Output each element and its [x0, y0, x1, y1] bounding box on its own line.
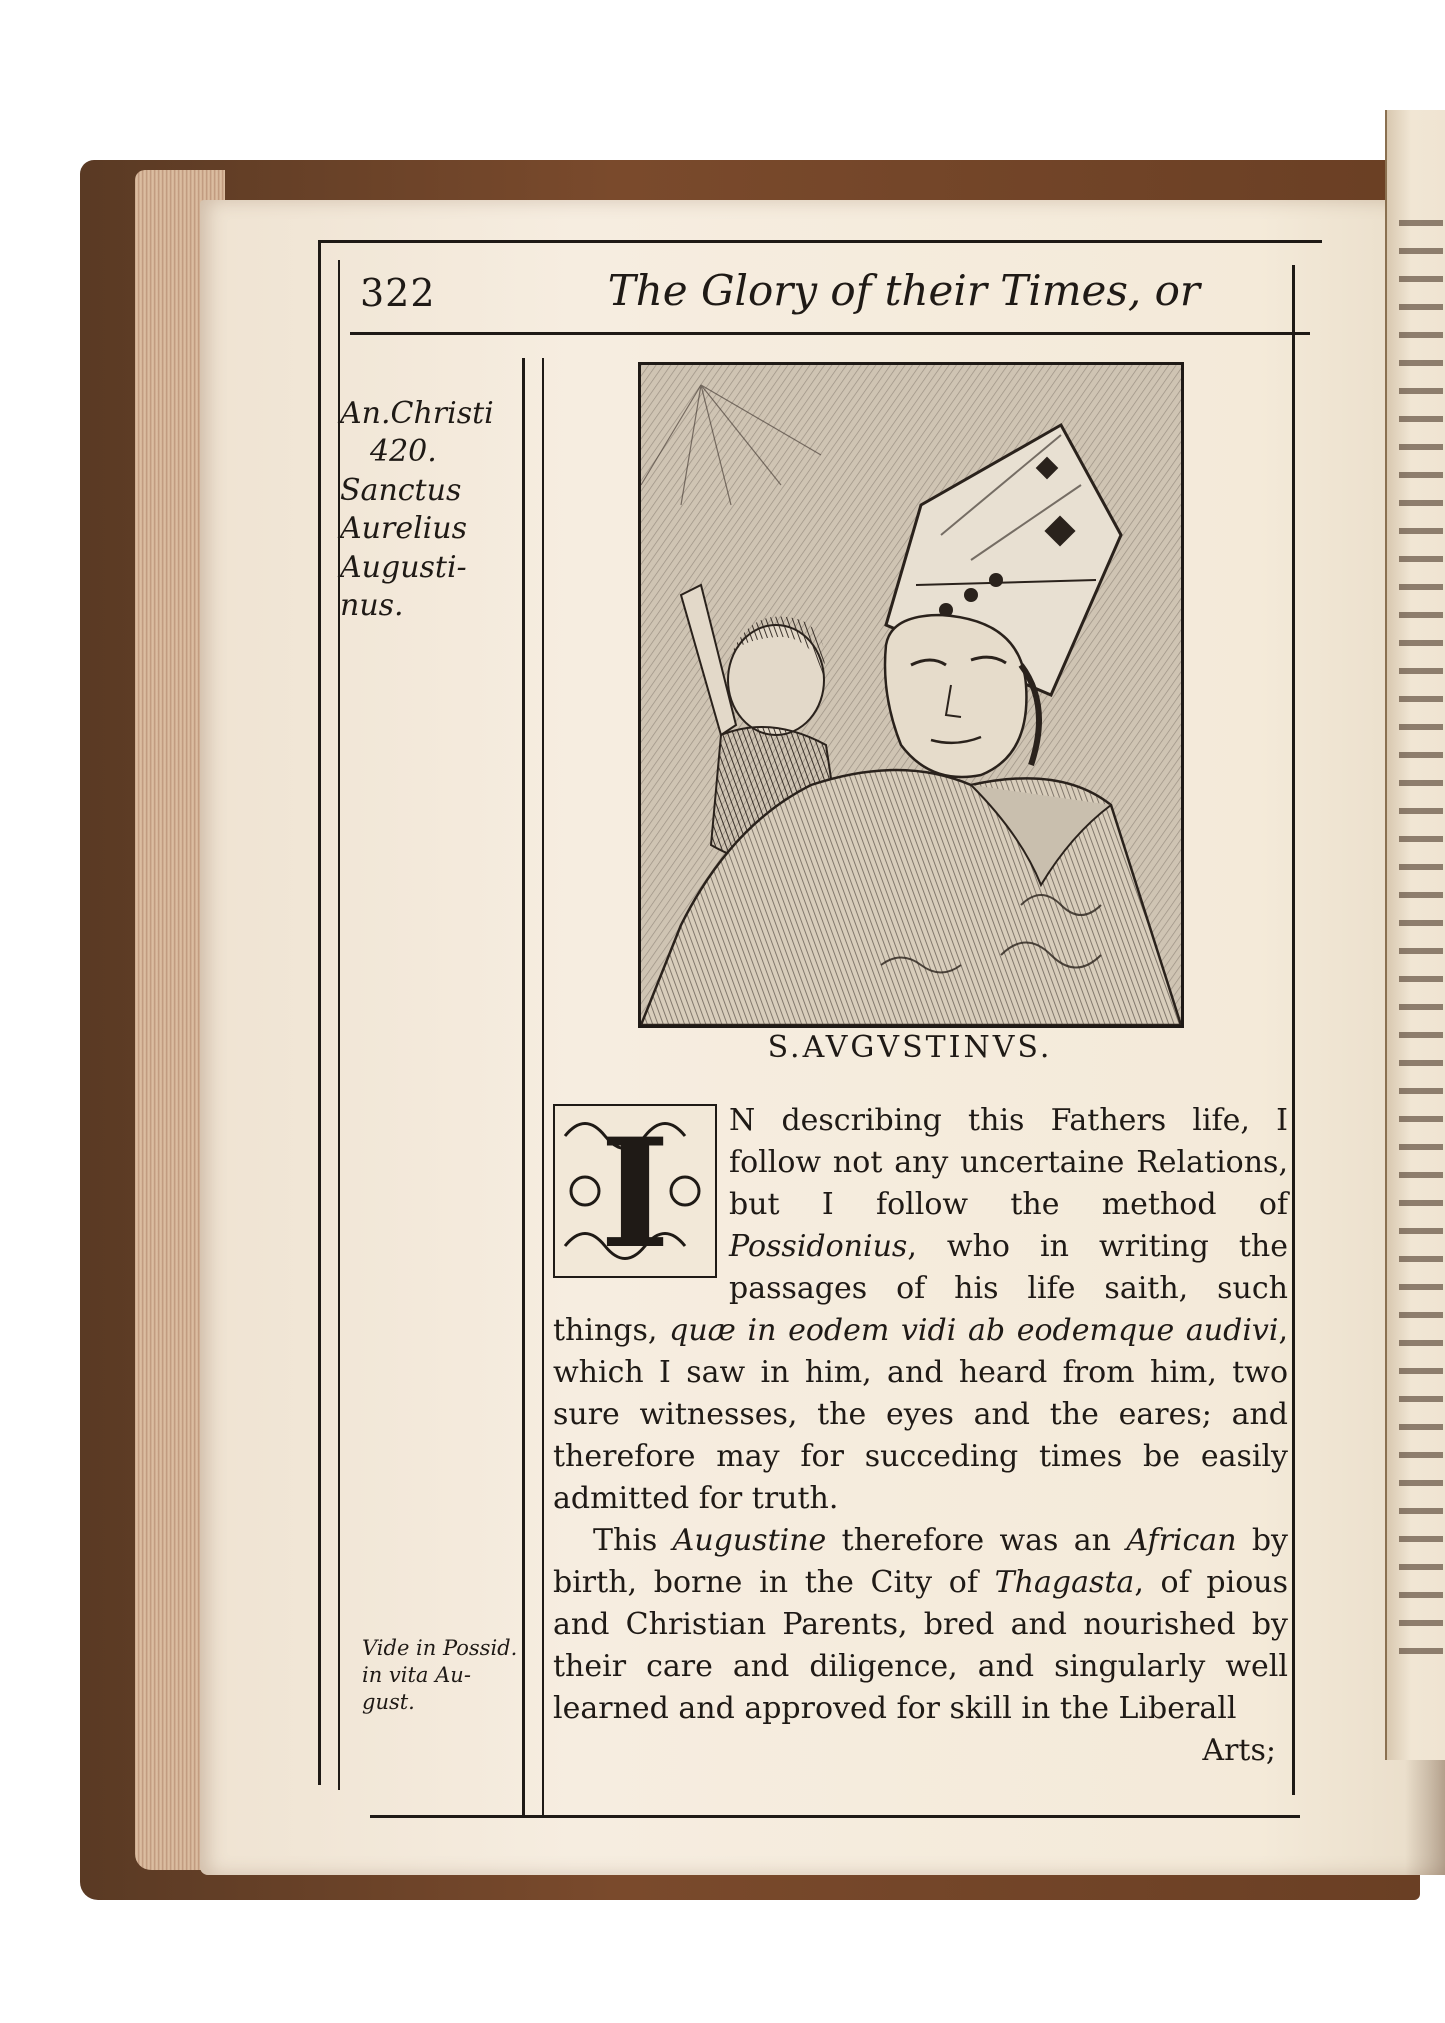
facing-page — [1385, 110, 1445, 1760]
p2-text-c: by birth, borne in the City of — [553, 1523, 1289, 1600]
portrait-engraving — [638, 362, 1184, 1028]
frame-left-rule — [318, 240, 321, 1785]
margin-note-line: 420. — [370, 434, 437, 470]
facing-page-text — [1399, 220, 1443, 1670]
p1-latin: quæ in eodem vidi ab eodemque audivi — [669, 1313, 1279, 1348]
p2-city: Thagasta — [994, 1565, 1135, 1600]
margin-column-rule-2 — [542, 358, 544, 1818]
p2-african: African — [1126, 1523, 1237, 1558]
decorated-initial-art — [555, 1106, 715, 1276]
catchword: Arts; — [1202, 1733, 1276, 1768]
margin-note-line: nus. — [340, 587, 404, 623]
p1-text-b: , who in writing the passages of his life saith, such things, — [553, 1229, 1288, 1348]
p1-text-a: N describing this Fathers life, I follow not any uncertaine Relations, but I follow the method of — [729, 1103, 1288, 1222]
paragraph-2 — [553, 1520, 1288, 1730]
p2-text-b: therefore was an — [826, 1523, 1127, 1558]
body-text — [553, 1100, 1288, 1772]
p2-name: Augustine — [672, 1523, 827, 1558]
portrait-engraving-art — [641, 365, 1181, 1025]
margin-note-date — [340, 395, 520, 625]
p1-text-c: , which I saw in him, and heard from him, two sure witnesses, the eyes and the eares; and therefore may for succeding times be easily admitted for truth. — [553, 1313, 1289, 1516]
margin-note-line: Augusti- — [340, 549, 467, 585]
frame-top-rule — [318, 240, 1322, 243]
p2-text-d: , of pious and Christian Parents, bred and nourished by their care and diligence, and singularly well learned and approved for skill in the Liberall — [553, 1565, 1288, 1726]
p1-name: Possidonius — [729, 1229, 908, 1264]
page-number: 322 — [360, 271, 436, 315]
margin-note-line: An.Christi — [340, 396, 494, 431]
frame-right-rule — [1292, 265, 1295, 1795]
running-title: The Glory of their Times, or — [607, 266, 1200, 315]
drop-cap-letter: I — [599, 1106, 671, 1276]
engraving-caption: S.AVGVSTINVS. — [767, 1030, 1053, 1065]
margin-column-rule — [522, 358, 525, 1818]
margin-note-line: Vide in Possid. — [362, 1636, 518, 1660]
margin-note-line: Sanctus — [340, 472, 462, 508]
margin-note-line: Aurelius — [340, 511, 467, 547]
margin-note-line: gust. — [362, 1689, 415, 1714]
running-head — [360, 245, 1320, 315]
margin-note-line: in vita Au- — [362, 1662, 471, 1687]
frame-head-rule — [350, 332, 1310, 335]
frame-bottom-rule — [370, 1815, 1300, 1818]
decorated-initial — [553, 1104, 717, 1278]
margin-note-reference — [362, 1635, 542, 1716]
p2-text-a: This — [593, 1523, 673, 1558]
